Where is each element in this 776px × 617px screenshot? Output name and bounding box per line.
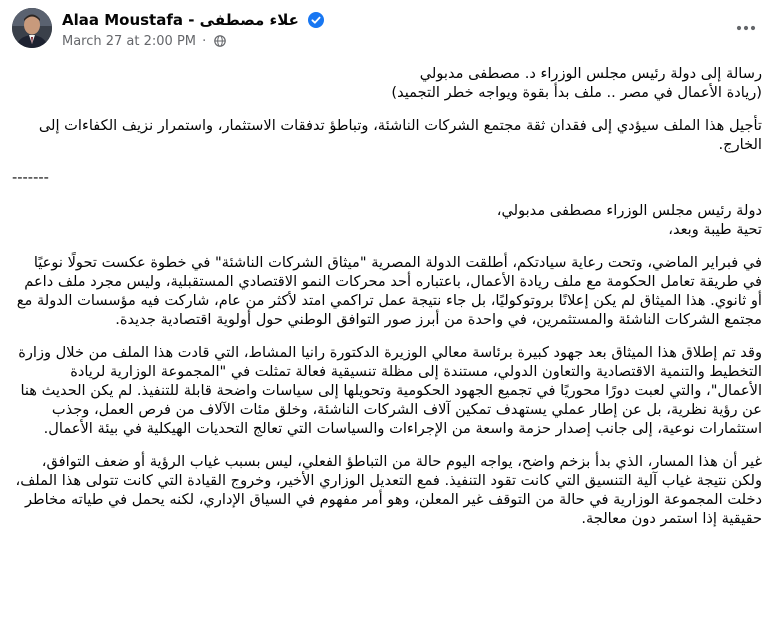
salutation — [12, 201, 762, 239]
post-body — [12, 64, 762, 542]
author-name-line — [62, 11, 324, 32]
post-intro — [12, 64, 762, 102]
avatar[interactable] — [12, 8, 52, 48]
salutation-line: دولة رئيس مجلس الوزراء مصطفى مدبولي، — [496, 202, 762, 219]
globe-icon[interactable] — [214, 35, 226, 51]
post-meta — [62, 34, 226, 51]
intro-line: رسالة إلى دولة رئيس مجلس الوزراء د. مصطفى مدبولي — [419, 65, 762, 82]
post-summary: تأجيل هذا الملف سيؤدي إلى فقدان ثقة مجتمع الشركات الناشئة، وتباطؤ تدفقات الاستثمار، واستمرار نزيف الكفاءات إلى الخارج. — [38, 117, 762, 153]
profile-photo — [12, 8, 52, 48]
intro-line: (ريادة الأعمال في مصر .. ملف بدأ بقوة ويواجه خطر التجميد) — [391, 84, 762, 101]
post-paragraph: وقد تم إطلاق هذا الميثاق بعد جهود كبيرة برئاسة معالي الوزيرة الدكتورة رانيا المشاط، التي قادت هذا الملف من خلال وزارة التخطيط والتنمية الاقتصادية والتعاون الدولي، مستندة إلى مظلة تنسيقية فعالة تمثلت في "المجموعة الوزارية لريادة الأعمال"، والتي لعبت دورًا محوريًا في تجميع الجهود الحكومية وتحويلها إلى سياسات واضحة قابلة للتنفيذ. لم يكن الحديث هنا عن رؤية نظرية، بل عن إطار عملي يستهدف تمكين آلاف الشركات الناشئة، وخلق مئات الآلاف من فرص العمل، وجذب استثمارات نوعية، إلى جانب إصدار حزمة واسعة من الإجراءات والسياسات التي تعالج التحديات الهيكلية في بيئة الأعمال. — [18, 344, 762, 437]
more-horizontal-icon[interactable] — [732, 14, 760, 42]
post-header — [12, 8, 764, 56]
post-timestamp[interactable]: March 27 at 2:00 PM — [62, 34, 197, 49]
post-paragraph: في فبراير الماضي، وتحت رعاية سيادتكم، أطلقت الدولة المصرية "ميثاق الشركات الناشئة" في خطوة عكست تحولًا نوعيًا في طريقة تعامل الحكومة مع ملف ريادة الأعمال، باعتباره أحد محركات النمو الاقتصادي المستقبلية، وليس مجرد ملف داعم أو ثانوي. هذا الميثاق لم يكن إعلانًا بروتوكوليًا، بل جاء نتيجة عمل تراكمي امتد لأكثر من عام، شاركت فيه مؤسسات الدولة مع مجتمع الشركات الناشئة والمستثمرين، في واحدة من أبرز صور التوافق الوطني حول أولوية اقتصادية جديدة. — [16, 254, 762, 328]
text-separator: ------- — [12, 169, 49, 186]
post-paragraph: غير أن هذا المسار، الذي بدأ بزخم واضح، يواجه اليوم حالة من التباطؤ الفعلي، ليس بسبب غياب الرؤية أو ضعف التوافق، ولكن نتيجة غياب آلية التنسيق التي كانت تقود التنفيذ. فمع التعديل الوزاري الأخير، وخروج القيادة التي كانت تتولى هذا الملف، دخلت المجموعة الوزارية في حالة من التوقف غير المعلن، وهو أمر مفهوم في السياق الإداري، لكنه يحمل في طياته مخاطر حقيقية إذا استمر دون معالجة. — [15, 453, 762, 527]
author-name[interactable]: Alaa Moustafa - علاء مصطفى — [62, 11, 299, 29]
verified-badge-icon — [308, 12, 324, 32]
salutation-line: تحية طيبة وبعد، — [668, 221, 762, 238]
meta-separator: · — [202, 34, 207, 49]
